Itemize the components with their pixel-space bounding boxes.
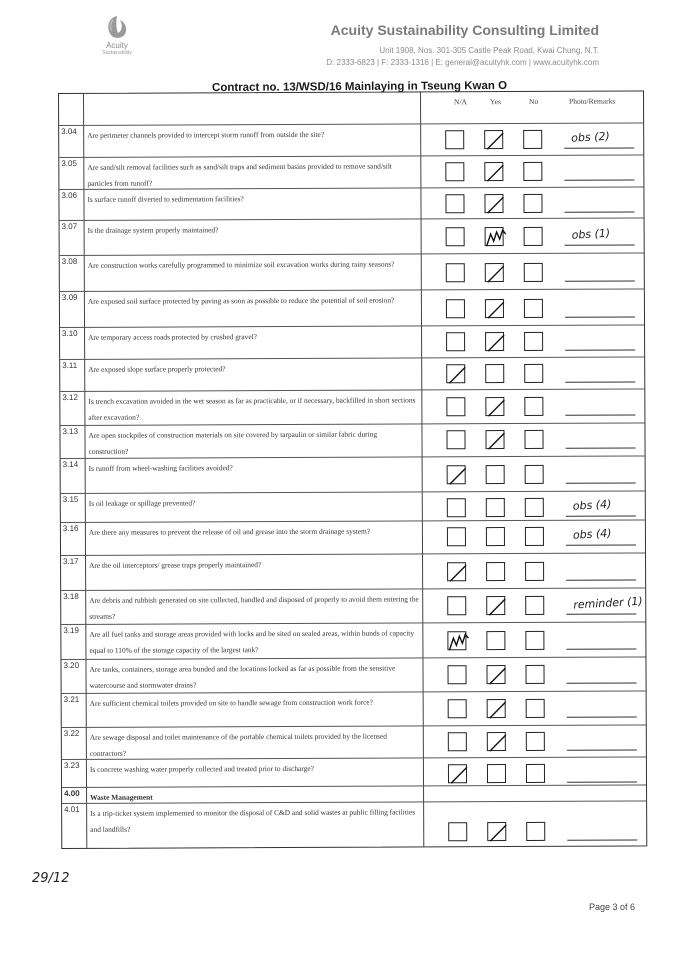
- checkbox-yes[interactable]: [486, 498, 505, 517]
- checkbox-no[interactable]: [526, 665, 545, 684]
- checklist-table: [58, 90, 647, 849]
- remarks-line: [564, 147, 634, 148]
- check-slash-icon: [483, 161, 506, 184]
- checkbox-no[interactable]: [523, 194, 542, 213]
- checkbox-no[interactable]: [524, 263, 543, 282]
- item-number: 3.23: [63, 760, 80, 770]
- checkbox-yes[interactable]: [484, 162, 503, 181]
- checkbox-no[interactable]: [523, 162, 542, 181]
- item-number: 3.20: [63, 660, 80, 670]
- check-slash-icon: [486, 821, 509, 844]
- check-slash-icon: [483, 193, 506, 216]
- table-row: [61, 552, 645, 591]
- question-text: Are sufficient chemical toilets provided on site to handle sewage from construction work force?: [89, 697, 373, 708]
- check-slash-icon: [486, 731, 509, 754]
- item-number: 3.07: [61, 221, 78, 231]
- item-number: 3.09: [61, 292, 78, 302]
- question-text: Are tanks, containers, storage area bunded and the locations locked as far as possible from the sensitive watercourse and stormwater drains?: [89, 663, 396, 690]
- checkbox-na[interactable]: [447, 465, 466, 484]
- checkbox-no[interactable]: [524, 332, 543, 351]
- checkbox-yes[interactable]: [486, 631, 505, 650]
- item-number: 3.15: [62, 494, 79, 504]
- item-number: 3.05: [61, 158, 77, 168]
- item-number: 4.01: [64, 804, 80, 814]
- checkbox-yes[interactable]: [486, 596, 505, 615]
- remarks-line: [567, 749, 637, 750]
- handwritten-remark: obs (2): [570, 129, 611, 145]
- remarks-line: [567, 716, 637, 717]
- checkbox-no[interactable]: [524, 364, 543, 383]
- checkbox-na[interactable]: [445, 194, 464, 213]
- checkbox-no[interactable]: [525, 465, 544, 484]
- checkbox-no[interactable]: [526, 699, 545, 718]
- question-text: Are sewage disposal and toilet maintenance of the portable chemical toilets provided by the licensed contractors?: [89, 731, 388, 758]
- checkbox-na[interactable]: [446, 263, 465, 282]
- page-number: Page 3 of 6: [589, 902, 636, 912]
- checkbox-yes[interactable]: [485, 332, 504, 351]
- table-row: [61, 621, 645, 660]
- item-number: 4.00: [64, 788, 80, 798]
- checkbox-yes[interactable]: [485, 227, 504, 246]
- checkbox-yes[interactable]: [486, 465, 505, 484]
- table-row: [59, 154, 643, 190]
- checkbox-na[interactable]: [446, 299, 465, 318]
- checkbox-yes[interactable]: [486, 562, 505, 581]
- checkbox-no[interactable]: [526, 822, 545, 841]
- table-row: [62, 800, 646, 851]
- remarks-line: [567, 682, 637, 683]
- question-text: Is runoff from wheel-washing facilities avoided?: [88, 463, 233, 473]
- check-slash-icon: [486, 698, 509, 721]
- remarks-line: [566, 544, 636, 545]
- question-text: Is a trip-ticket system implemented to monitor the disposal of C&D and solid wastes at public filling facilities and landfills?: [90, 807, 416, 834]
- checkbox-yes[interactable]: [485, 430, 504, 449]
- table-row: [60, 388, 644, 426]
- table-row: [59, 186, 643, 221]
- handwritten-remark: obs (1): [571, 226, 611, 242]
- logo-subtext: Sustainability: [102, 50, 132, 56]
- table-row: [60, 356, 644, 392]
- checkbox-no[interactable]: [523, 130, 542, 149]
- question-text: Are all fuel tanks and storage areas provided with locks and be sited on sealed areas, within bunds of capacity equal to 110% of the storage capacity of the largest tank?: [89, 628, 415, 655]
- checkbox-no[interactable]: [524, 227, 543, 246]
- table-row: [62, 690, 646, 728]
- checkbox-na[interactable]: [448, 764, 467, 783]
- remarks-line: [567, 839, 637, 840]
- company-contact: D: 2333-6823 | F: 2333-1316 | E: general@acuityhk.com | www.acuityhk.com: [326, 58, 599, 67]
- question-text: Is the drainage system properly maintained?: [87, 225, 219, 235]
- checkbox-yes[interactable]: [487, 732, 506, 751]
- handwritten-remark: obs (4): [572, 497, 612, 513]
- question-text: Is trench excavation avoided in the wet season as far as practicable, or if necessary, backfilled in short sections after excavation?: [88, 395, 416, 422]
- table-row: [61, 656, 645, 694]
- check-slash-icon: [484, 331, 507, 354]
- item-number: 3.21: [63, 694, 80, 704]
- company-name: Acuity Sustainability Consulting Limited: [330, 22, 599, 38]
- company-address: Unit 1908, Nos. 301-305 Castle Peak Road, Kwai Chung, N.T.: [379, 46, 599, 55]
- checkbox-na[interactable]: [446, 430, 465, 449]
- table-row: [60, 288, 644, 328]
- check-slash-icon: [446, 561, 469, 584]
- checkbox-no[interactable]: [524, 397, 543, 416]
- table-row: [59, 122, 643, 158]
- checkbox-yes[interactable]: [485, 364, 504, 383]
- check-slash-icon: [446, 464, 469, 487]
- table-row: [61, 490, 645, 523]
- checkbox-na[interactable]: [447, 527, 466, 546]
- table-row: [61, 519, 645, 556]
- item-number: 3.08: [61, 256, 78, 266]
- checkbox-na[interactable]: [446, 332, 465, 351]
- checkbox-na[interactable]: [446, 397, 465, 416]
- checkbox-yes[interactable]: [484, 130, 503, 149]
- column-header-no: No: [529, 96, 539, 106]
- check-slash-icon: [445, 363, 468, 386]
- item-number: 3.10: [62, 328, 78, 338]
- check-slash-icon: [485, 595, 508, 618]
- question-text: Are exposed soil surface protected by paving as soon as possible to reduce the potential of soil erosion?: [87, 295, 395, 306]
- item-number: 3.16: [62, 523, 79, 533]
- item-number: 3.04: [61, 126, 77, 136]
- item-number: 3.19: [63, 625, 79, 635]
- table-row: [60, 252, 644, 292]
- checkbox-no[interactable]: [525, 498, 544, 517]
- checkbox-no[interactable]: [526, 732, 545, 751]
- question-text: Are construction works carefully programmed to minimize soil excavation works during rainy seasons?: [87, 259, 395, 270]
- company-logo: [88, 14, 146, 56]
- remarks-line: [566, 648, 636, 649]
- remarks-line: [566, 482, 636, 483]
- check-slash-icon: [484, 262, 507, 285]
- question-text: Is concrete washing water properly collected and treated prior to discharge?: [89, 763, 314, 774]
- item-number: 3.14: [62, 459, 79, 469]
- checkbox-na[interactable]: [447, 596, 466, 615]
- column-header-yes: Yes: [490, 97, 501, 107]
- checkbox-na[interactable]: [447, 498, 466, 517]
- checkbox-na[interactable]: [445, 130, 464, 149]
- remarks-line: [566, 579, 636, 580]
- remarks-line: [565, 211, 635, 212]
- remarks-line: [565, 381, 635, 382]
- checkbox-yes[interactable]: [486, 527, 505, 546]
- checkbox-yes[interactable]: [487, 665, 506, 684]
- checkbox-yes[interactable]: [485, 299, 504, 318]
- remarks-line: [566, 613, 636, 614]
- checkbox-na[interactable]: [446, 364, 465, 383]
- checkbox-yes[interactable]: [485, 263, 504, 282]
- handwritten-remark: obs (4): [572, 526, 612, 542]
- checkbox-no[interactable]: [525, 527, 544, 546]
- checkbox-yes[interactable]: [487, 822, 506, 841]
- question-text: Are debris and rubbish generated on site collected, handled and disposed of properly to avoid them entering the streams?: [89, 594, 419, 621]
- item-number: 3.06: [61, 190, 78, 200]
- checkbox-no[interactable]: [526, 764, 545, 783]
- column-header-remarks: Photo/Remarks: [569, 96, 616, 106]
- check-slash-icon: [484, 429, 507, 452]
- table-row: [60, 324, 644, 360]
- question-text: Are perimeter channels provided to intercept storm runoff from outside the site?: [87, 129, 325, 140]
- table-row: [62, 724, 646, 760]
- item-number: 3.11: [62, 360, 78, 370]
- question-text: Are the oil interceptors/ grease traps properly maintained?: [89, 560, 262, 570]
- handwritten-date: 29/12: [32, 871, 70, 886]
- remarks-line: [566, 447, 636, 448]
- question-text: Are sand/silt removal facilities such as sand/silt traps and sediment basins provided to remove sand/silt particles from runoff?: [87, 161, 392, 188]
- checkbox-na[interactable]: [448, 822, 467, 841]
- table-row: [62, 756, 646, 788]
- checkbox-na[interactable]: [447, 631, 466, 650]
- question-text: Are temporary access roads protected by crushed gravel?: [88, 332, 257, 342]
- scribble-mark-icon: [484, 226, 507, 249]
- question-text: Waste Management: [90, 792, 153, 802]
- checkbox-yes[interactable]: [484, 194, 503, 213]
- checkbox-no[interactable]: [524, 299, 543, 318]
- column-header-na: N/A: [454, 97, 467, 107]
- remarks-line: [564, 179, 634, 180]
- remarks-line: [567, 781, 637, 782]
- check-slash-icon: [447, 763, 470, 786]
- logo-text: Acuity: [106, 41, 128, 50]
- handwritten-remark: reminder (1): [572, 594, 643, 612]
- check-slash-icon: [485, 664, 508, 687]
- question-text: Is oil leakage or spillage prevented?: [88, 498, 196, 508]
- table-row: [60, 422, 644, 459]
- checkbox-na[interactable]: [447, 562, 466, 581]
- question-text: Are exposed slope surface properly protected?: [88, 364, 226, 374]
- item-number: 3.13: [62, 426, 79, 436]
- table-row: [61, 455, 645, 494]
- checkbox-yes[interactable]: [485, 397, 504, 416]
- check-slash-icon: [484, 396, 507, 419]
- contract-title: Contract no. 13/WSD/16 Mainlaying in Tseung Kwan O: [211, 79, 508, 95]
- checkbox-na[interactable]: [448, 732, 467, 751]
- checkbox-na[interactable]: [448, 699, 467, 718]
- checkbox-yes[interactable]: [487, 764, 506, 783]
- scribble-mark-icon: [446, 630, 469, 653]
- item-number: 3.17: [63, 556, 79, 566]
- question-text: Is surface runoff diverted to sedimentation facilities?: [87, 194, 244, 204]
- checkbox-na[interactable]: [445, 162, 464, 181]
- item-number: 3.18: [63, 591, 79, 601]
- checkbox-na[interactable]: [446, 227, 465, 246]
- table-row: [60, 217, 644, 256]
- remarks-line: [565, 280, 635, 281]
- checkbox-no[interactable]: [525, 596, 544, 615]
- checkbox-no[interactable]: [524, 430, 543, 449]
- leaf-icon: [102, 14, 132, 40]
- question-text: Are there any measures to prevent the release of oil and grease into the storm drainage system?: [88, 526, 371, 537]
- checkbox-yes[interactable]: [487, 699, 506, 718]
- item-number: 3.22: [63, 728, 80, 738]
- remarks-line: [565, 316, 635, 317]
- item-number: 3.12: [62, 392, 78, 402]
- checkbox-no[interactable]: [525, 631, 544, 650]
- check-slash-icon: [484, 298, 507, 321]
- remarks-line: [565, 414, 635, 415]
- remarks-line: [565, 244, 635, 245]
- question-text: Are open stockpiles of construction materials on site covered by tarpaulin or similar fabric during construction?: [88, 429, 378, 456]
- checkbox-na[interactable]: [448, 665, 467, 684]
- remarks-line: [566, 515, 636, 516]
- remarks-line: [565, 349, 635, 350]
- table-row: [61, 587, 645, 625]
- check-slash-icon: [483, 129, 506, 152]
- checkbox-no[interactable]: [525, 562, 544, 581]
